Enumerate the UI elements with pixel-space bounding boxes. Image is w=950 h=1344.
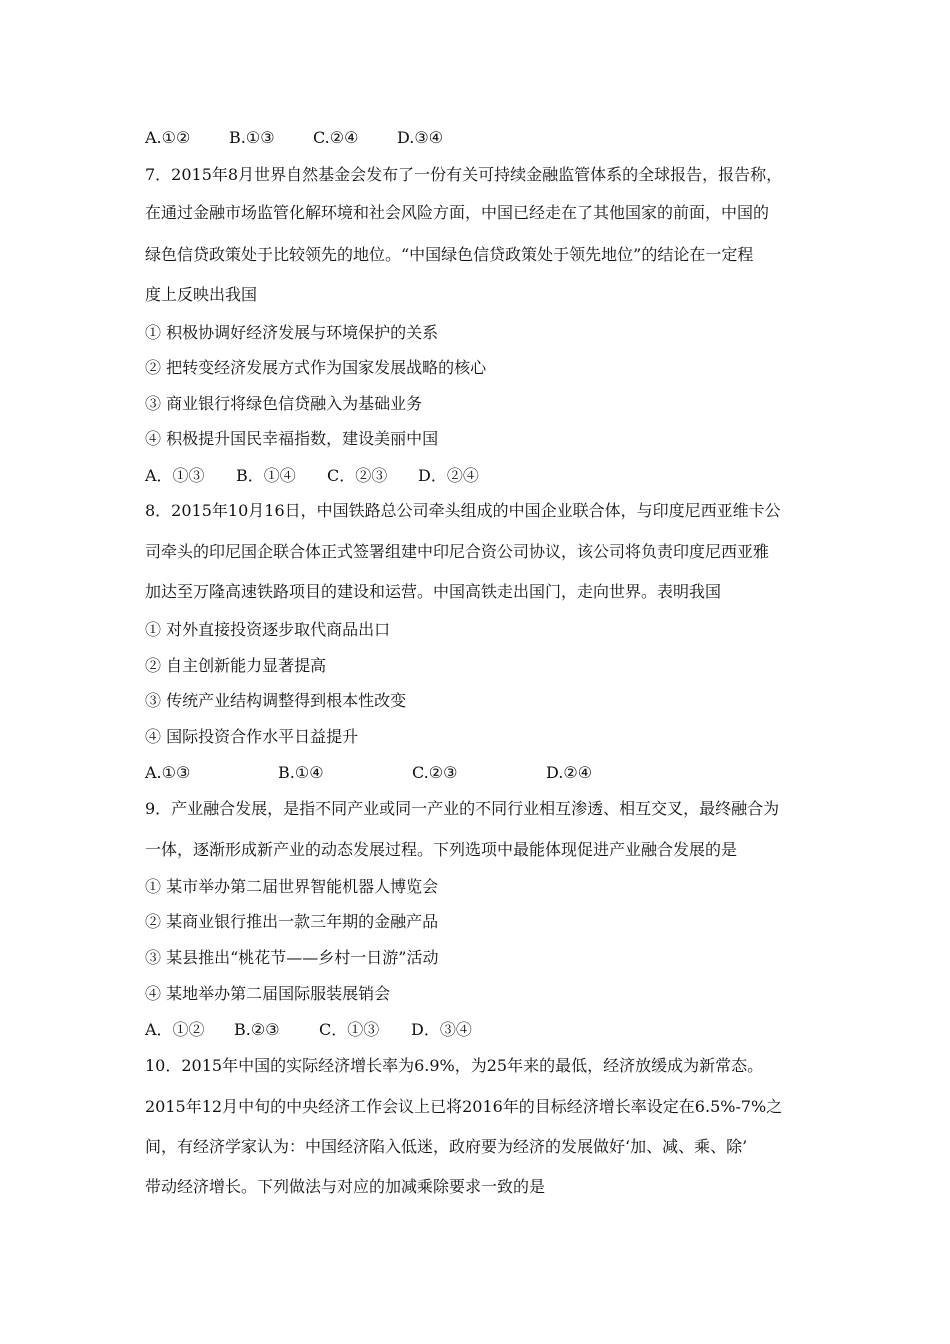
q7-options — [145, 465, 479, 487]
q9-options — [145, 1019, 472, 1041]
q9-option-a: A．①② — [145, 1020, 205, 1039]
q6-option-c: C.②④ — [313, 128, 359, 147]
q7-option-b: B．①④ — [236, 466, 296, 485]
q6-option-b: B.①③ — [229, 128, 275, 147]
q10-stem-line: 间，有经济学家认为：中国经济陷入低迷，政府要为经济的发展做好‘加、减、乘、除’ — [145, 1137, 748, 1156]
q7-stem-line: 7．2015年8月世界自然基金会发布了一份有关可持续金融监管体系的全球报告，报告称， — [145, 165, 783, 184]
q7-item: ② 把转变经济发展方式作为国家发展战略的核心 — [145, 358, 487, 377]
q6-options — [145, 127, 443, 149]
q7-option-d: D．②④ — [418, 466, 479, 485]
q6-option-a: A.①② — [145, 128, 191, 147]
q7-item: ③ 商业银行将绿色信贷融入为基础业务 — [145, 394, 423, 413]
q8-option-a: A.①③ — [145, 763, 191, 782]
q8-stem-line: 司牵头的印尼国企联合体正式签署组建中印尼合资公司协议，该公司将负责印度尼西亚雅 — [145, 542, 770, 561]
q8-item: ④ 国际投资合作水平日益提升 — [145, 727, 359, 746]
q6-option-d: D.③④ — [397, 128, 444, 147]
q7-option-c: C．②③ — [327, 466, 388, 485]
q9-option-b: B.②③ — [234, 1020, 280, 1039]
q7-stem-line: 在通过金融市场监管化解环境和社会风险方面，中国已经走在了其他国家的前面，中国的 — [145, 203, 770, 222]
q8-item: ① 对外直接投资逐步取代商品出口 — [145, 620, 391, 639]
q9-item: ① 某市举办第二届世界智能机器人博览会 — [145, 877, 439, 896]
q8-option-d: D.②④ — [546, 763, 593, 782]
q7-item: ① 积极协调好经济发展与环境保护的关系 — [145, 323, 439, 342]
q8-option-c: C.②③ — [412, 763, 458, 782]
q8-stem-line: 加达至万隆高速铁路项目的建设和运营。中国高铁走出国门，走向世界。表明我国 — [145, 582, 722, 601]
q9-option-d: D．③④ — [411, 1020, 472, 1039]
q9-item: ② 某商业银行推出一款三年期的金融产品 — [145, 912, 439, 931]
q9-item: ③ 某县推出“桃花节——乡村一日游”活动 — [145, 948, 439, 967]
q10-stem-line: 10．2015年中国的实际经济增长率为6.9%，为25年来的最低，经济放缓成为新常态。 — [145, 1056, 764, 1075]
q7-item: ④ 积极提升国民幸福指数，建设美丽中国 — [145, 429, 439, 448]
q7-stem-line: 绿色信贷政策处于比较领先的地位。“中国绿色信贷政策处于领先地位”的结论在一定程 — [145, 245, 754, 264]
q8-item: ② 自主创新能力显著提高 — [145, 656, 327, 675]
q8-option-b: B.①④ — [278, 763, 324, 782]
q9-stem-line: 一体，逐渐形成新产业的动态发展过程。下列选项中最能体现促进产业融合发展的是 — [145, 840, 738, 859]
q8-stem-line: 8．2015年10月16日，中国铁路总公司牵头组成的中国企业联合体，与印度尼西亚维卡公 — [145, 501, 781, 520]
q7-option-a: A．①③ — [145, 466, 205, 485]
q10-stem-line: 带动经济增长。下列做法与对应的加减乘除要求一致的是 — [145, 1177, 546, 1196]
q8-options — [145, 762, 592, 784]
q9-option-c: C．①③ — [319, 1020, 380, 1039]
q10-stem-line: 2015年12月中旬的中央经济工作会议上已将2016年的目标经济增长率设定在6.5%-7%之 — [145, 1097, 783, 1116]
q9-stem-line: 9．产业融合发展，是指不同产业或同一产业的不同行业相互渗透、相互交叉，最终融合为 — [145, 799, 780, 818]
q8-item: ③ 传统产业结构调整得到根本性改变 — [145, 691, 407, 710]
q9-item: ④ 某地举办第二届国际服装展销会 — [145, 984, 391, 1003]
q7-stem-line: 度上反映出我国 — [145, 285, 258, 304]
